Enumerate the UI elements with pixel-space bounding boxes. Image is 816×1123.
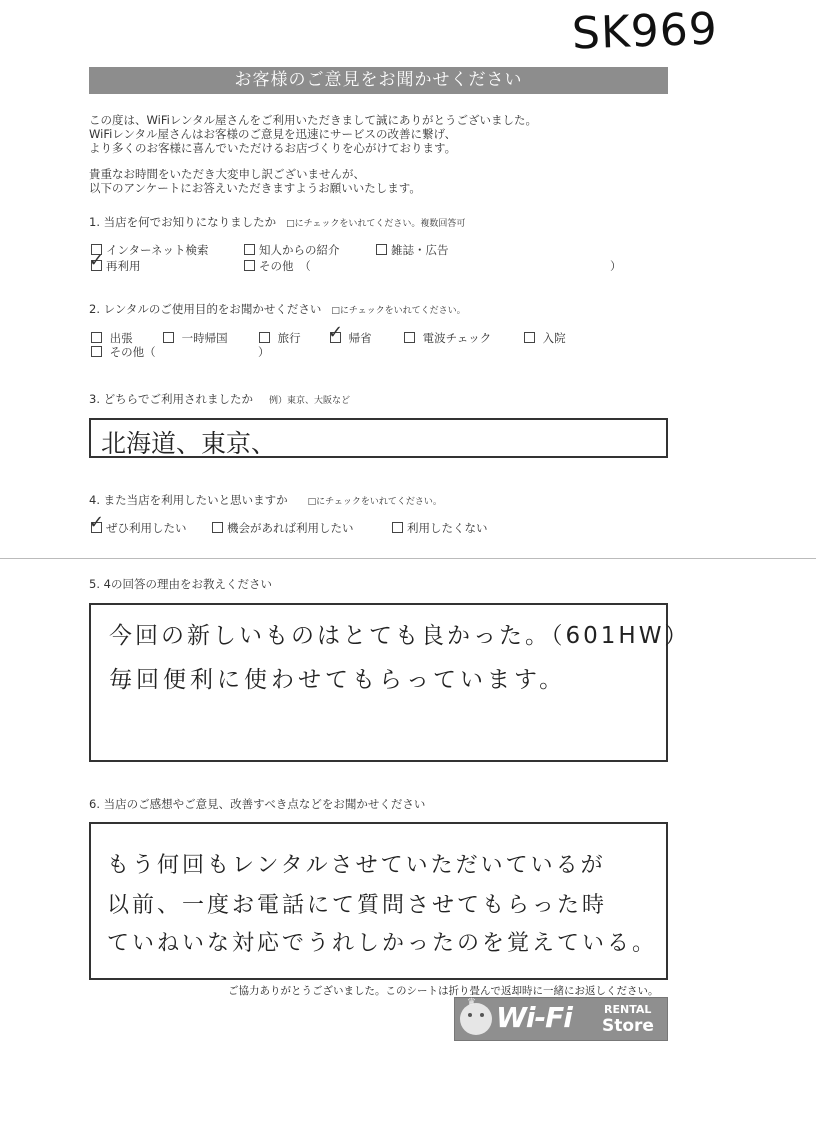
option-label: その他（ [109,345,156,359]
checkbox[interactable] [244,260,255,271]
option-label: 帰省 [348,331,372,345]
q2-option-temp-return[interactable] [163,330,228,346]
option-label: 一時帰国 [181,331,228,345]
option-label: 雑誌・広告 [391,243,449,257]
option-label: 電波チェック [422,331,492,345]
question-3-example: 例）東京、大阪など [269,396,351,406]
option-label: その他 （ [259,259,311,273]
option-label: 入院 [542,331,566,345]
intro-line: 以下のアンケートにお答えいただきますようお願いいたします。 [89,181,421,195]
logo-wifi-text: Wi-Fi [496,1001,572,1034]
q1-option-reuse[interactable] [91,258,141,274]
handwritten-stamp-number: SK969 [571,3,719,60]
intro-line: WiFiレンタル屋さんはお客様のご意見を迅速にサービスの改善に繋げ、 [89,127,457,141]
q2-option-homecoming[interactable] [330,330,372,346]
option-label: 出張 [109,331,133,345]
option-label: ぜひ利用したい [106,521,187,535]
q6-handwritten-line: ていねいな対応でうれしかったのを覚えている。 [107,931,658,956]
q4-option-definitely[interactable] [91,520,187,536]
checkbox[interactable] [524,332,535,343]
page-title: お客様のご意見をお聞かせください [89,67,668,94]
q1-option-magazine[interactable] [376,242,449,258]
q2-other-close-paren: ） [258,345,270,359]
logo-rental-text: RENTAL [604,1003,652,1016]
wifi-rental-store-logo [454,997,668,1041]
q4-option-no[interactable] [392,520,488,536]
q4-option-if-chance[interactable] [212,520,354,536]
q2-option-signal-check[interactable] [404,330,491,346]
question-1-label: 1. 当店を何でお知りになりましたか [89,215,277,229]
option-label: 知人からの紹介 [259,243,340,257]
q1-other-close-paren: ） [610,259,622,273]
checkbox[interactable] [392,522,403,533]
checkbox[interactable] [91,332,102,343]
option-label: 機会があれば利用したい [227,521,354,535]
checkbox[interactable] [244,244,255,255]
question-1 [89,214,465,230]
question-4 [89,492,442,508]
checkbox-checked[interactable] [91,522,102,533]
crown-icon: ♛ [467,997,476,1008]
q6-handwritten-line: 以前、一度お電話にて質問させてもらった時 [107,893,608,918]
option-label: 利用したくない [407,521,488,535]
question-2-label: 2. レンタルのご使用目的をお聞かせください [89,302,322,316]
checkbox[interactable] [163,332,174,343]
q6-answer-box[interactable] [89,822,668,980]
q6-handwritten-line: もう何回もレンタルさせていただいているが [107,853,606,878]
question-3-label: 3. どちらでご利用されましたか [89,392,254,406]
option-label: 再利用 [106,259,141,273]
option-label: インターネット検索 [106,243,209,257]
intro-line: より多くのお客様に喜んでいただけるお店づくりを心がけております。 [89,141,457,155]
q2-option-hospital[interactable] [524,330,566,346]
q5-handwritten-line: 今回の新しいものはとても良かった。（601HW） [109,623,691,649]
checkbox[interactable] [259,332,270,343]
q3-answer-box[interactable] [89,418,668,458]
q3-handwritten-answer: 北海道、東京、 [101,429,277,458]
checkbox[interactable] [376,244,387,255]
checkbox[interactable] [212,522,223,533]
question-4-label: 4. また当店を利用したいと思いますか [89,493,288,507]
question-4-note: □にチェックをいれてください。 [307,497,442,507]
option-label: 旅行 [277,331,301,345]
logo-store-text: Store [602,1016,654,1036]
fold-line [0,558,816,559]
mascot-icon [460,1003,492,1035]
intro-line: この度は、WiFiレンタル屋さんをご利用いただきまして誠にありがとうございました。 [89,113,538,127]
checkbox[interactable] [91,346,102,357]
q1-option-internet[interactable] [91,242,208,258]
intro-line: 貴重なお時間をいただき大変申し訳ございませんが、 [89,167,365,181]
question-2-note: □にチェックをいれてください。 [331,306,466,316]
q5-handwritten-line: 毎回便利に使わせてもらっています。 [109,667,567,693]
question-6: 6. 当店のご感想やご意見、改善すべき点などをお聞かせください [89,797,426,811]
checkbox-checked[interactable] [91,260,102,271]
q1-option-referral[interactable] [244,242,340,258]
question-3 [89,391,350,407]
checkbox-checked[interactable] [330,332,341,343]
q5-answer-box[interactable] [89,603,691,762]
footer-note: ご協力ありがとうございました。このシートは折り畳んで返却時に一緒にお返しください。 [228,985,659,997]
question-5: 5. 4の回答の理由をお教えください [89,577,272,591]
q1-option-other[interactable] [244,258,311,274]
checkbox[interactable] [404,332,415,343]
question-2 [89,301,466,317]
q2-option-other[interactable] [91,344,156,360]
question-1-note: □にチェックをいれてください。複数回答可 [286,219,466,229]
